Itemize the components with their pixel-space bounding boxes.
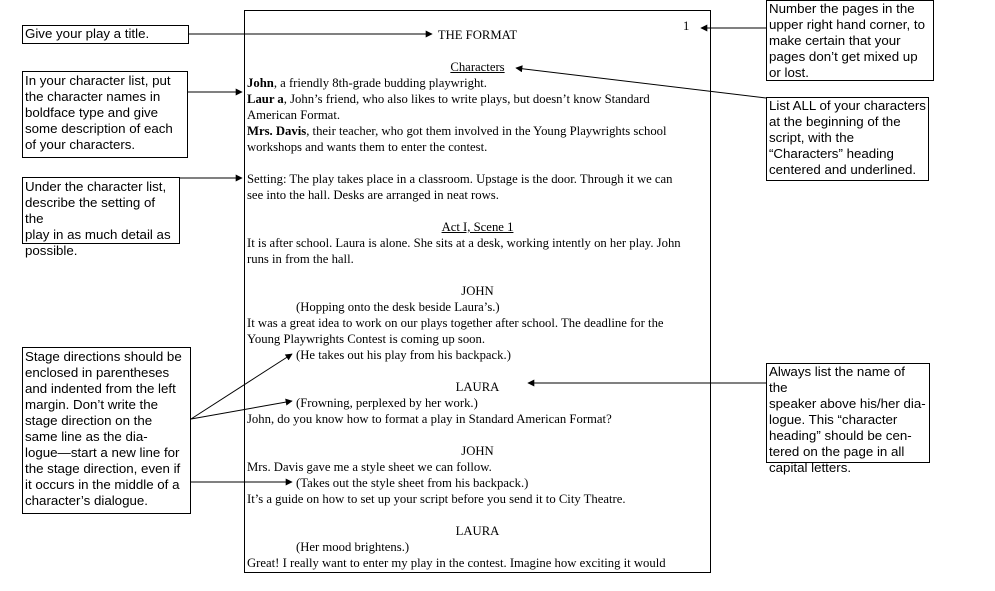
note-line: Under the character list, (25, 179, 167, 194)
note-line: of your characters. (25, 137, 136, 152)
note-line: margin. Don’t write the (25, 397, 159, 412)
dialogue-line: Young Playwrights Contest is coming up soon. (247, 332, 486, 346)
note-line: heading” should be cen- (769, 428, 912, 443)
setting-note (22, 177, 180, 258)
setting-line: see into the hall. Desks are arranged in neat rows. (247, 188, 499, 202)
note-line: Number the pages in the (769, 1, 915, 16)
script-page (244, 10, 711, 573)
note-line: logue. This “character (769, 412, 898, 427)
note-line: centered and underlined. (769, 162, 917, 177)
character-heading: JOHN (461, 444, 494, 458)
character-heading: LAURA (455, 524, 500, 538)
character-description-cont: American Format. (247, 108, 341, 122)
title-note (22, 25, 189, 44)
character-description-cont: workshops and wants them to enter the contest. (247, 140, 488, 154)
note-line: at the beginning of the (769, 114, 901, 129)
note-line: the stage direction, even if (25, 461, 181, 476)
stage-direction: (Takes out the style sheet from his backpack.) (296, 476, 529, 490)
note-line: or lost. (769, 65, 809, 80)
character-entry-davis (247, 123, 667, 139)
note-line: it occurs in the middle of a (25, 477, 180, 492)
setting-line: Setting: The play takes place in a classroom. Upstage is the door. Through it we can (247, 172, 673, 186)
dialogue-line: John, do you know how to format a play in Standard American Format? (247, 412, 612, 426)
note-line: Always list the name of the (769, 364, 905, 395)
character-description: , John’s friend, who also likes to write plays, but doesn’t know Standard (283, 92, 650, 106)
character-name: John (247, 76, 274, 90)
character-name: Laur a (247, 92, 284, 106)
dialogue-line: Mrs. Davis gave me a style sheet we can follow. (247, 460, 492, 474)
play-title: THE FORMAT (437, 28, 518, 42)
scene-description: It is after school. Laura is alone. She sits at a desk, working intently on her play. John (247, 236, 681, 250)
note-line: List ALL of your characters (769, 98, 926, 113)
note-line: tered on the page in all (769, 444, 905, 459)
dialogue-line: It’s a guide on how to set up your script before you send it to City Theatre. (247, 492, 626, 506)
note-line: speaker above his/her dia- (769, 396, 926, 411)
note-line: make certain that your (769, 33, 901, 48)
dialogue-line: Great! I really want to enter my play in the contest. Imagine how exciting it would (247, 556, 666, 570)
page-number-note (766, 0, 934, 81)
note-line: pages don’t get mixed up (769, 49, 918, 64)
speaker-note (766, 363, 930, 475)
note-line: capital letters. (769, 460, 852, 475)
note-line: same line as the dia- (25, 429, 148, 444)
note-line: describe the setting of the (25, 195, 156, 226)
note-line: Stage directions should be (25, 349, 182, 364)
act-heading: Act I, Scene 1 (441, 220, 514, 234)
note-line: boldface type and give (25, 105, 159, 120)
character-list-note (22, 71, 188, 158)
note-line: logue—start a new line for (25, 445, 180, 460)
character-description: , a friendly 8th-grade budding playwright. (273, 76, 487, 90)
stage-direction: (Frowning, perplexed by her work.) (296, 396, 478, 410)
note-line: In your character list, put (25, 73, 171, 88)
character-name: Mrs. Davis (247, 124, 307, 138)
character-heading: JOHN (461, 284, 494, 298)
stage-direction: (Hopping onto the desk beside Laura’s.) (296, 300, 500, 314)
page-number: 1 (683, 19, 690, 33)
stage-direction: (He takes out his play from his backpack.) (296, 348, 511, 362)
note-line: the character names in (25, 89, 161, 104)
character-entry-laura (247, 91, 650, 107)
character-entry-john (247, 75, 487, 91)
title-note-text: Give your play a title. (25, 26, 150, 41)
note-line: “Characters” heading (769, 146, 894, 161)
character-heading: LAURA (455, 380, 500, 394)
characters-heading: Characters (450, 60, 505, 74)
stage-direction: (Her mood brightens.) (296, 540, 410, 554)
stage-directions-note (22, 347, 191, 514)
note-line: stage direction on the (25, 413, 153, 428)
note-line: some description of each (25, 121, 173, 136)
scene-description: runs in from the hall. (247, 252, 354, 266)
character-description: , their teacher, who got them involved in the Young Playwrights school (306, 124, 667, 138)
note-line: possible. (25, 243, 78, 258)
note-line: play in as much detail as (25, 227, 171, 242)
note-line: character’s dialogue. (25, 493, 148, 508)
note-line: script, with the (769, 130, 854, 145)
note-line: upper right hand corner, to (769, 17, 925, 32)
note-line: enclosed in parentheses (25, 365, 170, 380)
dialogue-line: It was a great idea to work on our plays together after school. The deadline for the (247, 316, 664, 330)
note-line: and indented from the left (25, 381, 176, 396)
list-characters-note (766, 97, 929, 181)
